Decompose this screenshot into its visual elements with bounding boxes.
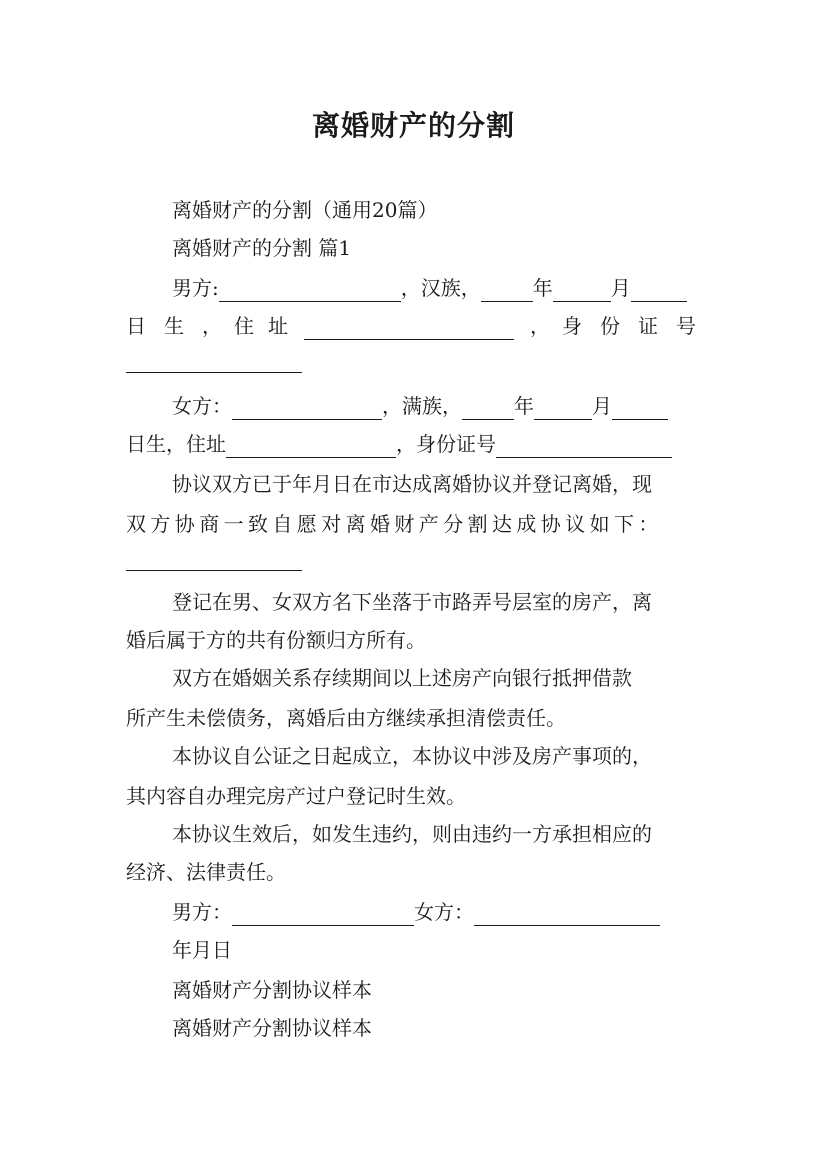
paragraph-1-line-1: 协议双方已于年月日在市达成离婚协议并登记离婚，现	[172, 472, 652, 496]
husband-id-blank	[126, 352, 302, 373]
husband-ethnicity: ，汉族，	[400, 276, 481, 300]
document-title: 离婚财产的分割	[311, 109, 515, 142]
husband-signature-label: 男方：	[172, 900, 232, 924]
paragraph-2-line-2: 婚后属于方的共有份额归方所有。	[126, 628, 426, 652]
husband-born-label: 生	[164, 314, 184, 338]
signature-date: 年月日	[172, 938, 232, 962]
husband-day-label: 日	[126, 314, 146, 338]
wife-info-line-2	[126, 430, 702, 458]
paragraph-1-line-3	[126, 550, 702, 571]
wife-month-label: 月	[592, 394, 612, 418]
paragraph-4-line-1: 本协议自公证之日起成立，本协议中涉及房产事项的，	[172, 744, 652, 768]
husband-year-label: 年	[532, 276, 553, 300]
husband-address-char-2: 址	[268, 314, 288, 338]
footer-item-1: 离婚财产分割协议样本	[172, 978, 372, 1002]
husband-info-line-2	[126, 312, 702, 340]
husband-id-char-2: 份	[600, 314, 620, 338]
husband-month-label: 月	[610, 276, 631, 300]
husband-year-blank	[481, 281, 533, 302]
wife-month-blank	[534, 399, 592, 420]
wife-year-label: 年	[514, 394, 534, 418]
signature-line	[172, 898, 702, 926]
paragraph-4-line-2: 其内容自办理完房产过户登记时生效。	[126, 784, 466, 808]
husband-info-line-3	[126, 352, 702, 373]
husband-day-blank	[631, 281, 687, 302]
paragraph-3-line-1: 双方在婚姻关系存续期间以上述房产向银行抵押借款	[172, 666, 632, 690]
section-title: 离婚财产的分割 篇1	[172, 236, 352, 260]
wife-year-blank	[462, 399, 514, 420]
wife-ethnicity: ，满族，	[382, 394, 462, 418]
wife-id-label: ，身份证号	[396, 432, 496, 456]
paragraph-5-line-2: 经济、法律责任。	[126, 860, 286, 884]
paragraph-1-line-2: 双方协商一致自愿对离婚财产分割达成协议如下：	[126, 512, 663, 536]
husband-month-blank	[553, 281, 611, 302]
wife-label: 女方：	[172, 394, 232, 418]
footer-item-2: 离婚财产分割协议样本	[172, 1016, 372, 1040]
wife-name-blank	[232, 399, 382, 420]
agreement-blank	[126, 550, 302, 571]
husband-label: 男方:	[172, 276, 219, 300]
husband-info-line-1	[172, 274, 702, 302]
paragraph-5-line-1: 本协议生效后，如发生违约，则由违约一方承担相应的	[172, 822, 652, 846]
husband-signature-blank	[232, 905, 414, 926]
husband-id-char-3: 证	[638, 314, 658, 338]
wife-address-blank	[226, 437, 396, 458]
subtitle: 离婚财产的分割（通用20篇）	[172, 198, 438, 222]
husband-address-blank	[304, 319, 514, 340]
husband-id-char-4: 号	[676, 314, 696, 338]
wife-id-blank	[496, 437, 672, 458]
paragraph-3-line-2: 所产生未偿债务，离婚后由方继续承担清偿责任。	[126, 706, 566, 730]
wife-signature-blank	[474, 905, 660, 926]
wife-info-line-1	[172, 392, 702, 420]
husband-address-char-1: 住	[234, 314, 254, 338]
wife-born-address-label: 日生，住址	[126, 432, 226, 456]
husband-id-char-1: 身	[562, 314, 582, 338]
husband-comma-1: ，	[202, 314, 222, 338]
paragraph-2-line-1: 登记在男、女双方名下坐落于市路弄号层室的房产，离	[172, 590, 652, 614]
husband-comma-2: ，	[530, 314, 550, 338]
wife-signature-label: 女方：	[414, 900, 474, 924]
wife-day-blank	[612, 399, 668, 420]
husband-name-blank	[219, 281, 401, 302]
